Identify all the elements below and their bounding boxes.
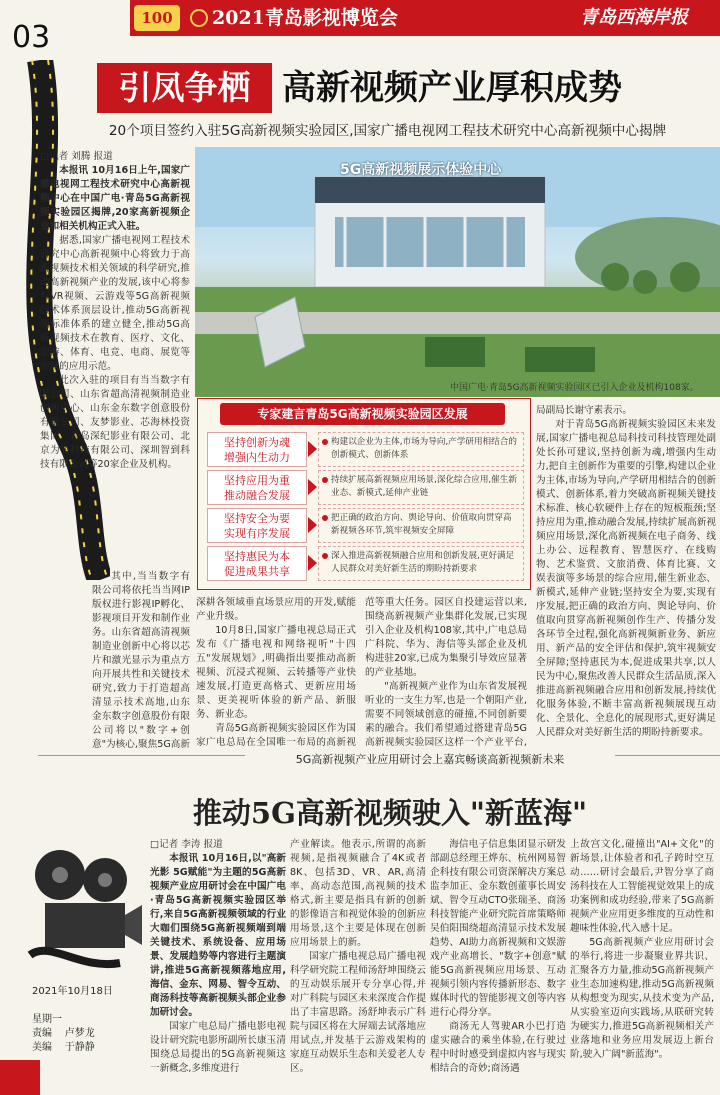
article2-column-4 [570,838,714,1088]
strategy-detail [318,432,524,467]
photo-illustration [195,147,720,397]
anniversary-logo: 100 [134,5,180,31]
arrow-right-icon [308,479,317,495]
article1-headline: 高新视频产业厚积成势 [282,68,622,108]
article1-column-2 [196,596,356,746]
newspaper-name: 青岛西海岸报 [580,7,688,28]
photo-caption: 中国广电·青岛5G高新视频实验园区已引入企业及机构108家。 [450,383,699,393]
article2-paragraph: 产业解读。他表示,所谓的高新视频,是指视频融合了4K或者8K、包括3D、VR、AR,高清率、高动态范围,高视频的技术格式,新主要是指具有新的创新的影像语言和视觉体验的创新应用场景,这个主要是体现在创新应用场景上的新。 [290,839,426,948]
arrow-right-icon [308,441,317,457]
weekday-text: 星期一 [32,1014,62,1025]
photo-building-sign: 5G高新视频展示体验中心 [340,162,502,178]
article1-paragraph: 据悉,国家广播电视网工程技术研究中心高新视频中心将致力于高新视频技术相关领域的科学研究,推动高新视频产业的发展,该中心将参与VR视频、云游戏等5G高新视频技术体系顶层设计,推动5G高新视频标准体系的建立健全,推动5G高新视频技术在教育、医疗、文化、旅游、体育、电竞、电商、展览等领域的应用示范。 [40,235,190,372]
article2-column-2 [290,838,426,1088]
article1-paragraph: 对于青岛5G高新视频实验园区未来发展,国家广播电视总局科技司科技管理处副处长孙可建议,坚持创新为魂,增强内生动力,把自主创新作为重要的引擎,构建以企业为主体,市场为导向,产学研用相结合的创新模式、创新体系,着力突破高新视频关键技术标准、核心软硬件上存在的短板瓶颈;坚持应用为重,推动融合发展,持续扩展高新视频应用场景,深化高新视频在电子商务、线上办公、远程教育、智慧医疗、在线购物、艺术鉴赏、文旅消费、体育比赛、文娱表演等多场景的综合应用,催生新业态、新模式,延伸产业链;坚持安全为要,实现有序发展,把正确的政治方向、舆论导向、价值取向贯穿高新视频创作生产、传播分发各环节全过程,强化高新视频新业务、新应用、新产品的安全评估和保护,筑牢视频安全屏障;坚持惠民为本,促进成果共享,以人民为中心,聚焦改善人民群众生活品质,深入推进高新视频融合应用和创新发展,持续优化服务体验,不断丰富高新视频展现互动化、全景化、全息化的展现形式,更好满足人民群众对美好新生活的期盼持新要求。 [536,419,716,738]
event-logo-icon [190,9,208,27]
corner-accent [0,1060,40,1095]
article2-paragraph: 国家广电总局广播电影电视设计研究院电影所副所长康玉清围绕总局提出的5G高新视频这一新概念,多维度进行 [150,1021,286,1074]
article2-paragraph: 商汤无人驾驶AR小巴打造虚实融合的乘坐体验,在行驶过程中时时感受到虚拟内容与现实相结合的奇妙;商汤遇 [430,1021,566,1074]
article1-paragraph: "高新视频产业作为山东省发展视听业的一支生力军,也是一个朝阳产业,需要不同领域创意的碰撞,不同创新要素的融合。我们希望通过搭建青岛5G高新视频实验园区这样一个产业平台, [365,681,527,746]
strategy-detail [318,470,524,505]
article1-paragraph: 本报讯 10月16日上午,国家广播电视网工程技术研究中心高新视频中心在中国广电·青岛5G高新视频实验园区揭牌,20家高新视频企业和相关机构正式入驻。 [40,165,190,232]
article1-paragraph: 深耕各领域垂直场景应用的开发,赋能产业升级。 [196,597,356,622]
article2-paragraph: 5G高新视频产业应用研讨会的举行,将进一步凝聚业界共识、汇聚各方力量,推动5G高新视频产业生态加速构建,推动5G高新视频从构想变为现实,从技术变为产品,从实验室迈向实践场,从联研究转为硬实力,推进5G高新视频相关产业落地和业务应用发展迈上新台阶,驶入广阔"新蓝海"。 [570,937,714,1060]
strategy-detail [318,546,524,581]
strategy-label: 坚持安全为要 实现有序发展 [207,508,307,543]
editor-name: 卢梦龙 [64,1028,95,1039]
article1-paragraph: 青岛5G高新视频实验园区作为国家广电总局在全国唯一布局的高新视 [196,723,356,746]
article2-paragraph: 上故宫文化,碰撞出"AI+文化"的新场景,让体验者和孔子跨时空互动……研讨会最后,尹智分享了商汤科技在人工智能视觉效果上的成功案例和成功经验,带来了5G高新视频产业应用更多维度的互动性和趣味性体验,代入感十足。 [570,839,714,934]
article1-column-1b [92,570,190,750]
bullet-icon [322,553,328,559]
strategy-detail-text: 持续扩展高新视频应用场景,深化综合应用,催生新业态、新模式,延伸产业链 [331,475,517,498]
strategy-label: 坚持惠民为本 促进成果共享 [207,546,307,581]
publication-date [32,985,113,999]
article2-paragraph: 国家广播电视总局广播电视科学研究院工程师汤舒坤围绕云的互动娱乐展开专分享心得,并对广科院与园区未来深度合作提出了丰富思路。汤舒坤表示广科院与园区将在大屏端去试落地应用试点,并发基于云游戏架构的家庭互动娱乐生态和关爱老人专区。 [290,951,426,1074]
article2-kicker: 5G高新视频产业应用研讨会上嘉宾畅谈高新视频新未来 [245,751,615,767]
article1-paragraph: 10月8日,国家广播电视总局正式发布《广播电视和网络视听"十四五"发展规划》,明确指出要推动高新视频、沉浸式视频、云转播等产业快速发展,打造更高格式、更新应用场景、更美视听体验的新产品、新服务、新业态。 [196,625,356,720]
article1-byline: □记者 刘腾 报道 [40,151,113,162]
event-title: 2021青岛影视博览会 [212,7,398,29]
article1-kicker: 引凤争栖 [97,63,272,113]
strategy-detail-text: 把正确的政治方向、舆论导向、价值取向贯穿高新视频各环节,筑牢视频安全屏障 [331,513,512,536]
strategy-detail-text: 深入推进高新视频融合应用和创新发展,更好满足人民群众对美好新生活的期盼持新要求 [331,551,515,574]
film-camera-icon [20,845,145,975]
article1-paragraph: 其中,当当数字有限公司将依托当当网IP版权进行影视IP孵化、影视项目开发和制作业务。山东省超高清视频制造业创新中心将以芯片和激光显示为重点方向开展共性和关键技术研究,致力于打造超高清显示技术高地,山东金东数字创意股份有限公司将以"数字+创意"为核心,聚焦5G高新 [92,571,190,750]
article1-column-1 [40,150,190,570]
article2-paragraph: 海信电子信息集团显示研发部副总经理王烨东、杭州网易智企科技有限公司资深解决方案总监李加正、金东数创董事长周安斌、智令互动CTO张瑞圣、商汤科技智能产业研究院首席策略师吴伯阳围绕超高清显示技术发展趋势、AI助力高新视频和文娱游戏产业高增长、"数字+创意"赋能5G高新视频应用场景、互动视频引领内容传播新形态、数字媒体时代的智能影视文创等内容进行心得分享。 [430,839,566,1018]
article2-column-1 [150,838,286,1088]
exhibition-center-photo [195,147,720,397]
article1-column-4 [536,404,716,749]
editor-label: 责编 [32,1028,52,1039]
bullet-icon [322,477,328,483]
strategy-detail-text: 构建以企业为主体,市场为导向,产学研用相结合的创新模式、创新体系 [331,437,517,460]
article1-column-3 [365,596,527,746]
article2-byline: □记者 李涛 报道 [150,839,223,850]
designer-label: 美编 [32,1042,52,1053]
credits [32,1013,95,1055]
date-text: 2021年10月18日 [32,986,113,997]
strategy-detail [318,508,524,543]
article2-column-3 [430,838,566,1088]
page-number: 03 [12,20,51,55]
panel-title: 专家建言青岛5G高新视频实验园区发展 [220,403,505,425]
bullet-icon [322,515,328,521]
bullet-icon [322,439,328,445]
strategy-label: 坚持创新为魂 增强内生动力 [207,432,307,467]
article2-paragraph: 本报讯 10月16日,以"高新光影 5G赋能"为主题的5G高新视频产业应用研讨会在中国广电·青岛5G高新视频实验园区举行,来自5G高新视频领域的行业大咖们围绕5G高新视频端到端关键技术、系统设备、应用场景、发展趋势等内容进行主题演讲,推进5G高新视频落地应用,海信、金东、网易、智令互动、商汤科技等高新视频头部企业参加研讨会。 [150,853,286,1018]
article1-paragraph: 此次入驻的项目有当当数字有限公司、山东省超高清视频制造业创新中心、山东金东数字创意股份有限公司、友梦影业、芯海林投资集团、青岛深纪影业有限公司、北京为快科技有限公司、深圳智到科技有限公司等20家企业及机构。 [40,375,190,470]
arrow-right-icon [308,517,317,533]
designer-name: 于静静 [64,1042,95,1053]
article1-paragraph: 范等重大任务。园区自投建运营以来,围绕高新视频产业集群化发展,已实现引入企业及机构108家,其中,广电总局广科院、华为、海信等头部企业及机构进驻20家,已成为集聚引导效应显著的产业基地。 [365,597,527,678]
strategy-label: 坚持应用为重 推动融合发展 [207,470,307,505]
article2-headline: 推动5G高新视频驶入"新蓝海" [192,796,588,830]
article1-paragraph: 局副局长谢守素表示。 [536,405,632,416]
arrow-right-icon [308,555,317,571]
article1-subheadline: 20个项目签约入驻5G高新视频实验园区,国家广播电视网工程技术研究中心高新视频中心揭牌 [108,123,667,139]
